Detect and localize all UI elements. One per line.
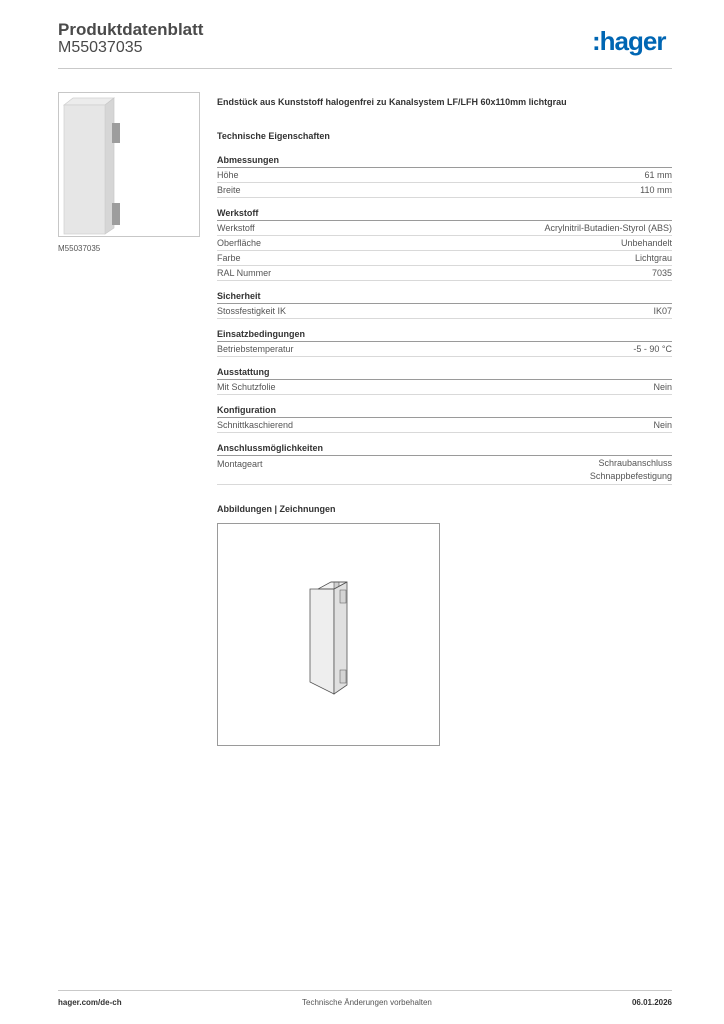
property-value: Lichtgrau (634, 253, 672, 263)
property-row (217, 418, 672, 433)
property-row (217, 183, 672, 198)
section-werkstoff (217, 206, 672, 281)
property-value-line: Schraubanschluss (598, 458, 672, 468)
property-label: Werkstoff (217, 223, 255, 233)
header-divider (58, 68, 672, 69)
section-title: Konfiguration (217, 403, 672, 418)
property-row (217, 342, 672, 357)
property-row (217, 168, 672, 183)
section-anschlussmoeglichkeiten (217, 441, 672, 485)
page-title: Produktdatenblatt (58, 20, 204, 39)
section-title: Ausstattung (217, 365, 672, 380)
property-label: Höhe (217, 170, 239, 180)
property-row (217, 304, 672, 319)
section-sicherheit (217, 289, 672, 319)
property-row (217, 221, 672, 236)
end-cap-thumbnail-image (59, 93, 199, 236)
property-label: Farbe (217, 253, 241, 263)
footer-disclaimer: Technische Änderungen vorbehalten (302, 998, 432, 1007)
section-title: Werkstoff (217, 206, 672, 221)
property-label: RAL Nummer (217, 268, 272, 278)
section-title: Sicherheit (217, 289, 672, 304)
property-label: Montageart (217, 459, 263, 469)
section-title: Einsatzbedingungen (217, 327, 672, 342)
product-thumbnail (58, 92, 200, 237)
footer-divider (58, 990, 672, 991)
property-value: IK07 (653, 306, 672, 316)
end-cap-drawing-image (218, 524, 439, 745)
property-label: Breite (217, 185, 241, 195)
property-value: Unbehandelt (620, 238, 672, 248)
footer-date: 06.01.2026 (631, 998, 672, 1007)
property-value: 7035 (651, 268, 672, 278)
figures-heading: Abbildungen | Zeichnungen (217, 504, 336, 514)
property-value: -5 - 90 °C (633, 344, 672, 354)
property-value: 110 mm (640, 185, 672, 195)
product-description: Endstück aus Kunststoff halogenfrei zu Kanalsystem LF/LFH 60x110mm lichtgrau (217, 97, 567, 107)
article-number: M55037035 (58, 39, 143, 56)
technical-properties (217, 153, 672, 493)
section-title: Anschlussmöglichkeiten (217, 441, 672, 456)
section-konfiguration (217, 403, 672, 433)
property-label: Betriebstemperatur (217, 344, 294, 354)
property-label: Oberfläche (217, 238, 262, 248)
technical-properties-heading: Technische Eigenschaften (217, 131, 330, 141)
property-row (217, 251, 672, 266)
property-value-line: Schnappbefestigung (589, 471, 672, 481)
property-value (590, 457, 672, 483)
property-value: Nein (653, 382, 672, 392)
property-row (217, 456, 672, 485)
property-label: Schnittkaschierend (217, 420, 294, 430)
property-value: Nein (653, 420, 672, 430)
property-label: Mit Schutzfolie (217, 382, 276, 392)
property-value: 61 mm (644, 170, 672, 180)
product-drawing-frame (217, 523, 440, 746)
thumbnail-caption: M55037035 (58, 244, 101, 253)
section-title: Abmessungen (217, 153, 672, 168)
property-row (217, 380, 672, 395)
section-abmessungen (217, 153, 672, 198)
section-einsatzbedingungen (217, 327, 672, 357)
property-row (217, 236, 672, 251)
property-row (217, 266, 672, 281)
hager-logo: :hager (592, 26, 666, 56)
footer-website: hager.com/de-ch (58, 998, 122, 1007)
section-ausstattung (217, 365, 672, 395)
property-value: Acrylnitril-Butadien-Styrol (ABS) (544, 223, 672, 233)
property-label: Stossfestigkeit IK (217, 306, 287, 316)
